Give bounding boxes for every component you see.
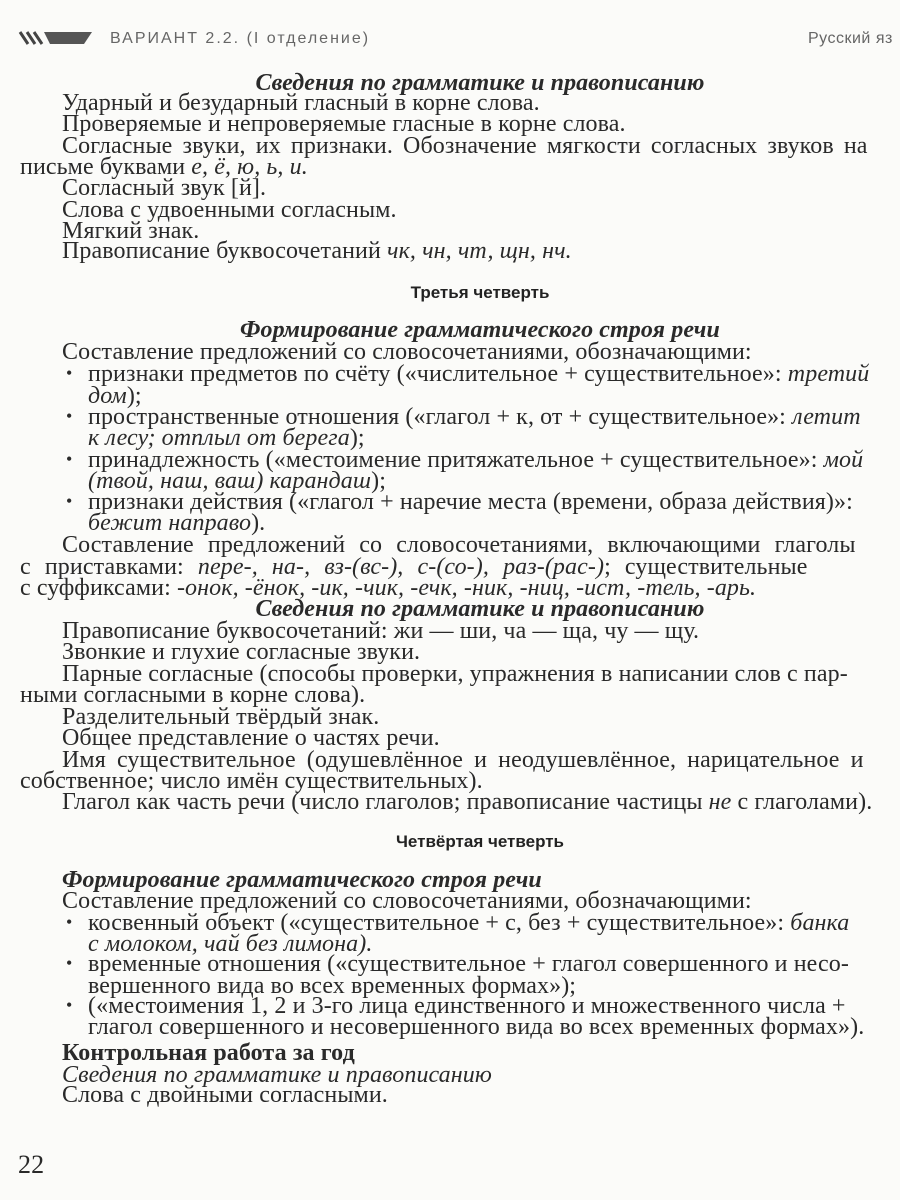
example: дом [88,383,127,409]
paragraph: Общее представление о частях речи. [62,725,440,751]
example: банка [790,910,850,936]
bullet-icon: • [66,995,73,1015]
quarter-heading: Третья четверть [410,283,550,302]
text: косвенный объект («существительное + с, без + существительное»: [88,910,791,936]
text: ); [126,383,142,409]
text: ); [371,468,386,494]
section-heading: Формирование грамматического строя речи [62,867,542,893]
paragraph: Составление предложений со словосочетаниями, обозначающими: [62,339,752,365]
text: признаки предметов по счёту («числительное + существительное»: [88,361,788,387]
example: к лесу; отплыл от берега [88,425,350,451]
paragraph: Составление предложений со словосочетаниями, включающими глаголы [62,532,856,558]
header-subject: Русский яз [808,30,893,47]
paragraph: Согласный звук [й]. [62,175,267,201]
bullet-icon: • [66,363,73,383]
section-heading: Сведения по грамматике и правописанию [255,70,705,96]
bullet-icon: • [66,953,73,973]
paragraph: Проверяемые и непроверяемые гласные в корне слова. [62,111,626,137]
list-item: («местоимения 1, 2 и 3-го лица единственного и множественного числа + [88,993,846,1019]
list-item-cont: вершенного вида во всех временных формах»); [88,973,577,999]
text: ); [349,425,365,451]
text: Глагол как часть речи (число глаголов; правописание частицы [62,789,709,815]
example: мой [823,447,864,473]
list-item [88,362,869,386]
text: пространственные отношения («глагол + к, от + существительное»: [88,404,793,430]
text: ). [251,510,266,536]
paragraph [62,790,872,814]
paragraph: Имя существительное (одушевлённое и неодушевлённое, нарицательное и [62,747,864,773]
paragraph: Слова с двойными согласными. [62,1082,388,1108]
section-heading: Сведения по грамматике и правописанию [255,596,705,622]
letters-italic: чк, чн, чт, щн, нч. [387,238,572,264]
paragraph: Правописание буквосочетаний: жи — ши, ча — ща, чу — щу. [62,618,700,644]
text: с приставками: [20,554,198,580]
bullet-icon: • [66,491,73,511]
paragraph: Звонкие и глухие согласные звуки. [62,639,421,665]
list-item: временные отношения («существительное + глагол совершенного и несо- [88,951,849,977]
text: с глаголами). [731,789,873,815]
page-number: 22 [18,1150,45,1179]
control-work-subheading: Сведения по грамматике и правописанию [62,1062,492,1088]
example: третий [787,361,870,387]
suffixes: -онок, -ёнок, -ик, -чик, -ечк, -ник, -ниц, -ист, -тель, -арь. [176,575,757,601]
list-item: признаки действия («глагол + наречие места (времени, образа действия)»: [88,489,853,515]
text: принадлежность («местоимение притяжательное + существительное»: [88,447,824,473]
letters-italic: е, ё, ю, ь, и. [191,154,308,180]
bullet-icon: • [66,406,73,426]
paragraph: Составление предложений со словосочетаниями, обозначающими: [62,888,752,914]
prefixes: пере-, на-, вз-(вс-), с-(со-), раз-(рас-) [197,554,605,580]
text: с суффиксами: [20,575,177,601]
example: бежит направо [88,510,252,536]
paragraph [62,239,572,263]
control-work-heading: Контрольная работа за год [62,1040,355,1066]
paragraph: Мягкий знак. [62,218,200,244]
quarter-heading: Четвёртая четверть [395,832,565,851]
paragraph: Слова с удвоенными согласным. [62,197,397,223]
bullet-icon: • [66,449,73,469]
header-stripes-icon [18,30,93,46]
text: письме буквами [20,154,192,180]
list-item-cont: с молоком, чай без лимона). [88,931,373,957]
particle: не [708,789,732,815]
paragraph: Парные согласные (способы проверки, упражнения в написании слов с пар- [62,661,848,687]
paragraph: Разделительный твёрдый знак. [62,704,380,730]
section-heading: Формирование грамматического строя речи [240,317,720,343]
paragraph: Ударный и безударный гласный в корне слова. [62,90,540,116]
header-variant: ВАРИАНТ 2.2. (I отделение) [110,30,371,47]
example: летит [792,404,861,430]
text: ; существительные [604,554,808,580]
example: (твой, наш, ваш) карандаш [88,468,372,494]
list-item-cont: глагол совершенного и несовершенного вида во всех временных формах»). [88,1014,865,1040]
bullet-icon: • [66,912,73,932]
paragraph: Согласные звуки, их признаки. Обозначение мягкости согласных звуков на [62,133,868,159]
paragraph-cont: ными согласными в корне слова). [20,682,366,708]
text: Правописание буквосочетаний [62,238,388,264]
paragraph-cont: собственное; число имён существительных). [20,768,483,794]
